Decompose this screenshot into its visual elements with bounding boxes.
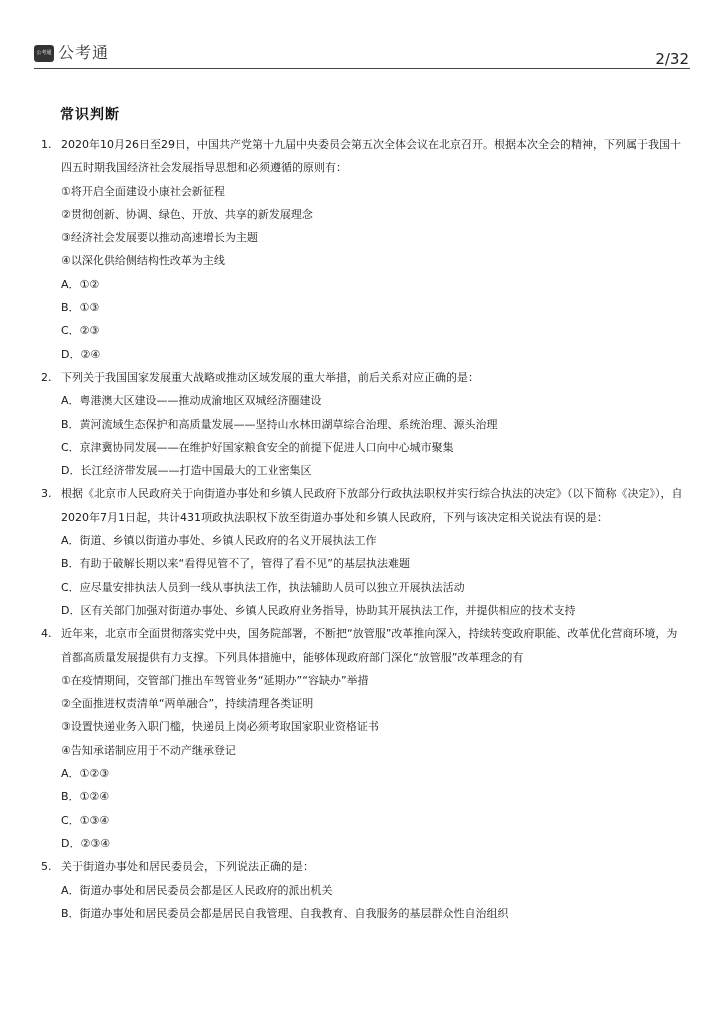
question-statement: ④以深化供给侧结构性改革为主线 [61, 254, 225, 268]
logo-badge-icon: 公考通 [34, 45, 54, 62]
question-stem-text: 2020年10月26日至29日，中国共产党第十九届中央委员会第五次全体会议在北京召开。根据本次全会的精神，下列属于我国十四五时期我国经济社会发展指导思想和必须遵循的原则有： [61, 138, 681, 175]
question-number: 1. [41, 138, 52, 151]
question-list [0, 133, 724, 925]
answer-option-b[interactable]: B．①③ [61, 301, 100, 315]
question-stem-text: 根据《北京市人民政府关于向街道办事处和乡镇人民政府下放部分行政执法职权并实行综合执法的决定》（以下简称《决定》），自2020年7月1日起，共计431项政执法职权下放至街道办事处和乡镇人民政府，下列与该决定相关说法有误的是： [61, 487, 683, 524]
question-stem [0, 133, 724, 180]
question-statement: ②全面推进权责清单“两单融合”，持续清理各类证明 [61, 697, 314, 711]
question-statement: ③设置快递业务入职门槛，快递员上岗必须考取国家职业资格证书 [61, 720, 379, 734]
question-statement: ②贯彻创新、协调、绿色、开放、共享的新发展理念 [61, 207, 313, 221]
answer-option-d[interactable]: D．②③④ [61, 836, 111, 850]
question-5 [0, 855, 724, 925]
page-header [0, 0, 724, 70]
question-statement: ①将开启全面建设小康社会新征程 [61, 184, 225, 198]
question-1 [0, 133, 724, 366]
question-number: 4. [41, 627, 52, 641]
answer-option-d[interactable]: D．区有关部门加强对街道办事处、乡镇人民政府业务指导，协助其开展执法工作，并提供相应的技术支持 [61, 603, 576, 617]
answer-option-a[interactable]: A．粤港澳大区建设——推动成渝地区双城经济圈建设 [61, 394, 322, 408]
page-number: 2/32 [655, 50, 689, 68]
question-number: 3. [41, 487, 52, 501]
question-statement: ④告知承诺制应用于不动产继承登记 [61, 743, 236, 757]
question-3 [0, 482, 724, 622]
answer-option-b[interactable]: B．有助于破解长期以来“看得见管不了，管得了看不见”的基层执法难题 [61, 557, 410, 571]
answer-option-c[interactable]: C．②③ [61, 324, 100, 338]
logo-text: 公考通 [58, 43, 110, 62]
question-stem-text: 关于街道办事处和居民委员会，下列说法正确的是： [61, 860, 314, 874]
question-stem [0, 622, 724, 669]
answer-option-a[interactable]: A．①② [61, 277, 100, 291]
answer-option-c[interactable]: C．应尽量安排执法人员到一线从事执法工作，执法辅助人员可以独立开展执法活动 [61, 580, 465, 594]
question-statement: ③经济社会发展要以推动高速增长为主题 [61, 231, 258, 245]
question-statement: ①在疫情期间，交管部门推出车驾管业务“延期办”“容缺办”举措 [61, 673, 369, 687]
answer-option-a[interactable]: A．街道办事处和居民委员会都是区人民政府的派出机关 [61, 883, 333, 897]
question-4 [0, 622, 724, 855]
header-divider [34, 68, 690, 69]
answer-option-d[interactable]: D．长江经济带发展——打造中国最大的工业密集区 [61, 464, 312, 478]
question-stem [0, 855, 724, 878]
answer-option-c[interactable]: C．京津冀协同发展——在维护好国家粮食安全的前提下促进人口向中心城市聚集 [61, 440, 454, 454]
question-number: 2. [41, 370, 52, 384]
brand-logo [34, 43, 109, 63]
answer-option-b[interactable]: B．街道办事处和居民委员会都是居民自我管理、自我教育、自我服务的基层群众性自治组织 [61, 906, 509, 920]
answer-option-a[interactable]: A．①②③ [61, 767, 110, 781]
question-stem-text: 下列关于我国国家发展重大战略或推动区域发展的重大举措，前后关系对应正确的是： [61, 370, 479, 384]
question-number: 5. [41, 860, 52, 874]
section-title: 常识判断 [60, 107, 120, 123]
question-stem-text: 近年来，北京市全面贯彻落实党中央，国务院部署，不断把“放管服”改革推向深入，持续转变政府职能、改革优化营商环境，为首都高质量发展提供有力支撑。下列具体措施中，能够体现政府部门深化“放管服”改革理念的有 [61, 627, 678, 664]
question-stem [0, 482, 724, 529]
answer-option-b[interactable]: B．黄河流域生态保护和高质量发展——坚持山水林田湖草综合治理、系统治理、源头治理 [61, 417, 498, 431]
question-stem [0, 366, 724, 389]
question-2 [0, 366, 724, 482]
answer-option-c[interactable]: C．①③④ [61, 813, 110, 827]
answer-option-b[interactable]: B．①②④ [61, 790, 110, 804]
answer-option-d[interactable]: D．②④ [61, 347, 101, 361]
answer-option-a[interactable]: A．街道、乡镇以街道办事处、乡镇人民政府的名义开展执法工作 [61, 534, 377, 548]
